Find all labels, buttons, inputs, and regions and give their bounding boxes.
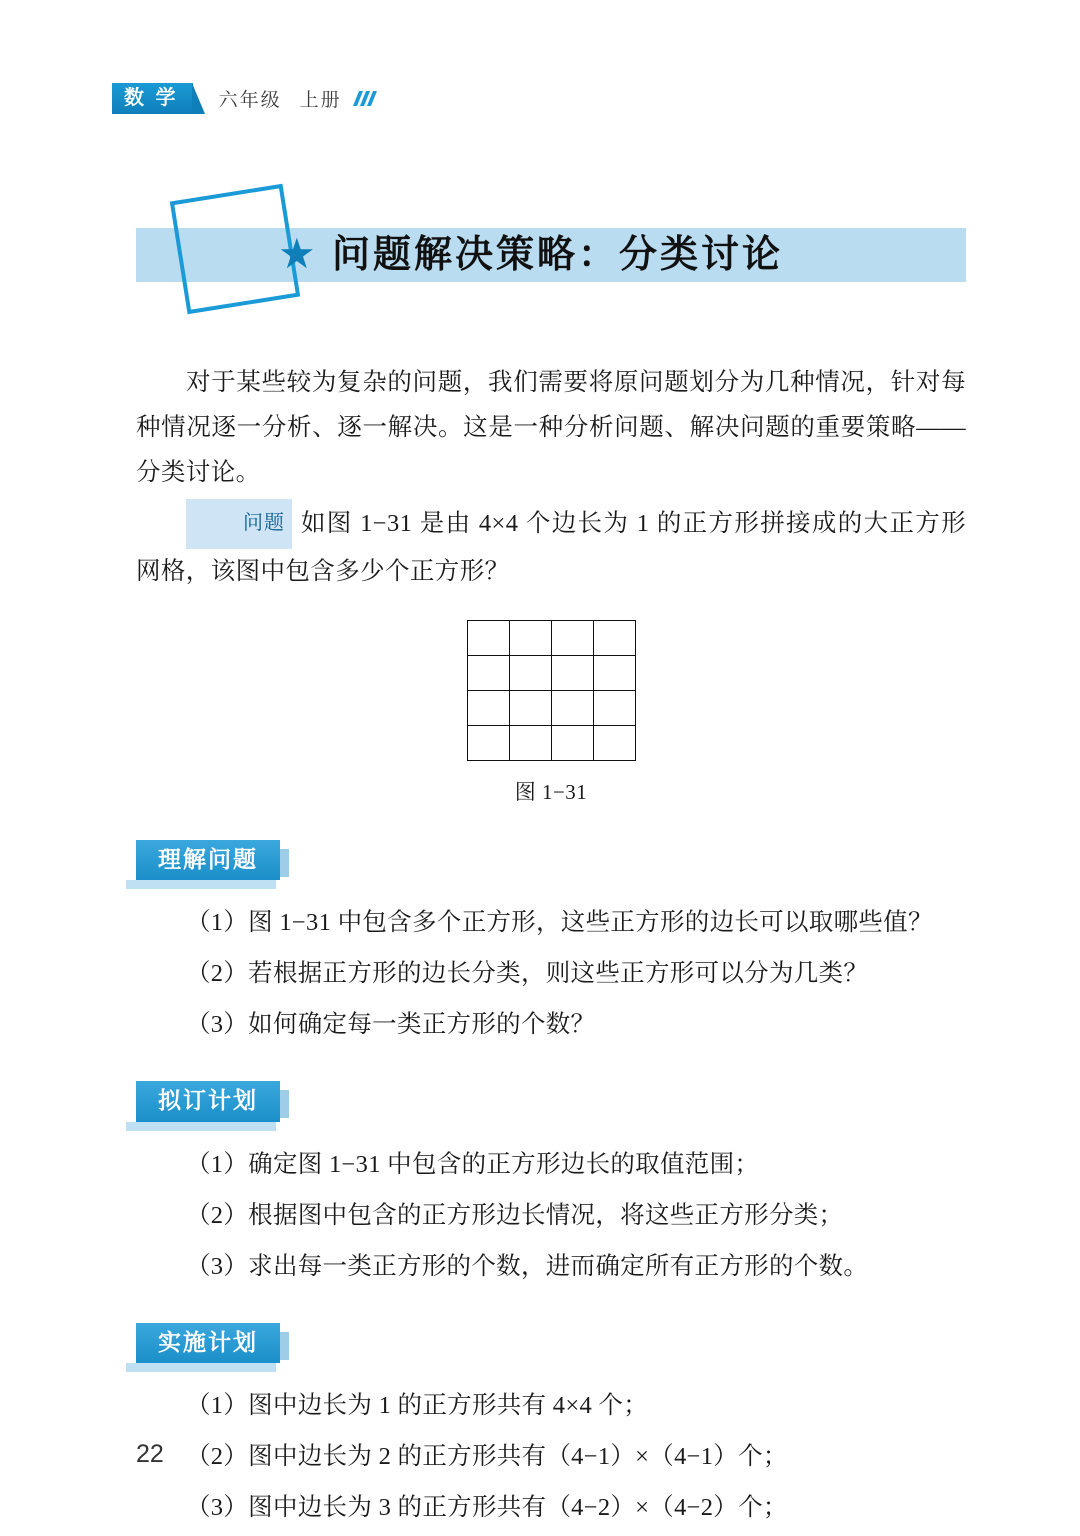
grid-figure [467,620,636,761]
volume-label: 上册 [299,89,342,111]
section-label: 理解问题 [136,840,280,880]
section-items [136,900,966,1047]
star-icon: ★ [278,232,316,278]
list-item: （2）若根据正方形的边长分类，则这些正方形可以分为几类？ [186,960,869,988]
page-number: 22 [136,1440,164,1468]
grid-row [468,726,636,761]
grid-row [468,656,636,691]
grid-cell [510,691,552,726]
figure-block [136,620,966,806]
list-item: （1）图中边长为 1 的正方形共有 4×4 个； [186,1391,649,1419]
title-text: 问题解决策略：分类讨论 [332,234,784,276]
grid-cell [468,621,510,656]
grid-cell [594,726,636,761]
grid-cell [594,691,636,726]
grid-cell [594,656,636,691]
grid-cell [552,691,594,726]
list-item: （2）根据图中包含的正方形边长情况，将这些正方形分类； [186,1201,844,1229]
section-understand [136,840,966,1047]
grid-cell [552,726,594,761]
running-head [112,80,374,116]
page-title [136,190,966,320]
list-item: （3）求出每一类正方形的个数，进而确定所有正方形的个数。 [186,1252,869,1280]
section-execute [136,1323,966,1530]
grid-row [468,691,636,726]
grade-label: 六年级 [218,89,282,111]
grid-cell [510,656,552,691]
page-content [136,360,966,1536]
grid-cell [510,726,552,761]
grid-cell [468,691,510,726]
subject-badge: 数 学 [112,83,193,114]
figure-caption: 图 1−31 [514,780,588,804]
section-items [136,1142,966,1289]
grid-cell [468,726,510,761]
grid-cell [594,621,636,656]
list-item: （1）图 1−31 中包含多个正方形，这些正方形的边长可以取哪些值？ [186,909,933,937]
list-item: （3）如何确定每一类正方形的个数？ [186,1011,596,1039]
slashes-icon [356,91,374,106]
list-item: （3）图中边长为 3 的正方形共有（4−2）×（4−2）个； [186,1493,788,1521]
list-item: （1）确定图 1−31 中包含的正方形边长的取值范围； [186,1150,760,1178]
problem-tag: 问题 [186,499,292,549]
section-items [136,1383,966,1530]
problem-text: 如图 1−31 是由 4×4 个边长为 1 的正方形拼接成的大正方形网格，该图中包含多少个正方形？ [136,510,966,585]
problem-paragraph [136,499,966,594]
intro-paragraph: 对于某些较为复杂的问题，我们需要将原问题划分为几种情况，针对每种情况逐一分析、逐一解决。这是一种分析问题、解决问题的重要策略——分类讨论。 [136,369,966,486]
section-label: 拟订计划 [136,1081,280,1121]
list-item: （2）图中边长为 2 的正方形共有（4−1）×（4−1）个； [186,1442,788,1470]
section-label: 实施计划 [136,1323,280,1363]
grid-cell [510,621,552,656]
section-plan [136,1081,966,1288]
grid-row [468,621,636,656]
grid-cell [552,656,594,691]
grid-cell [468,656,510,691]
grid-cell [552,621,594,656]
